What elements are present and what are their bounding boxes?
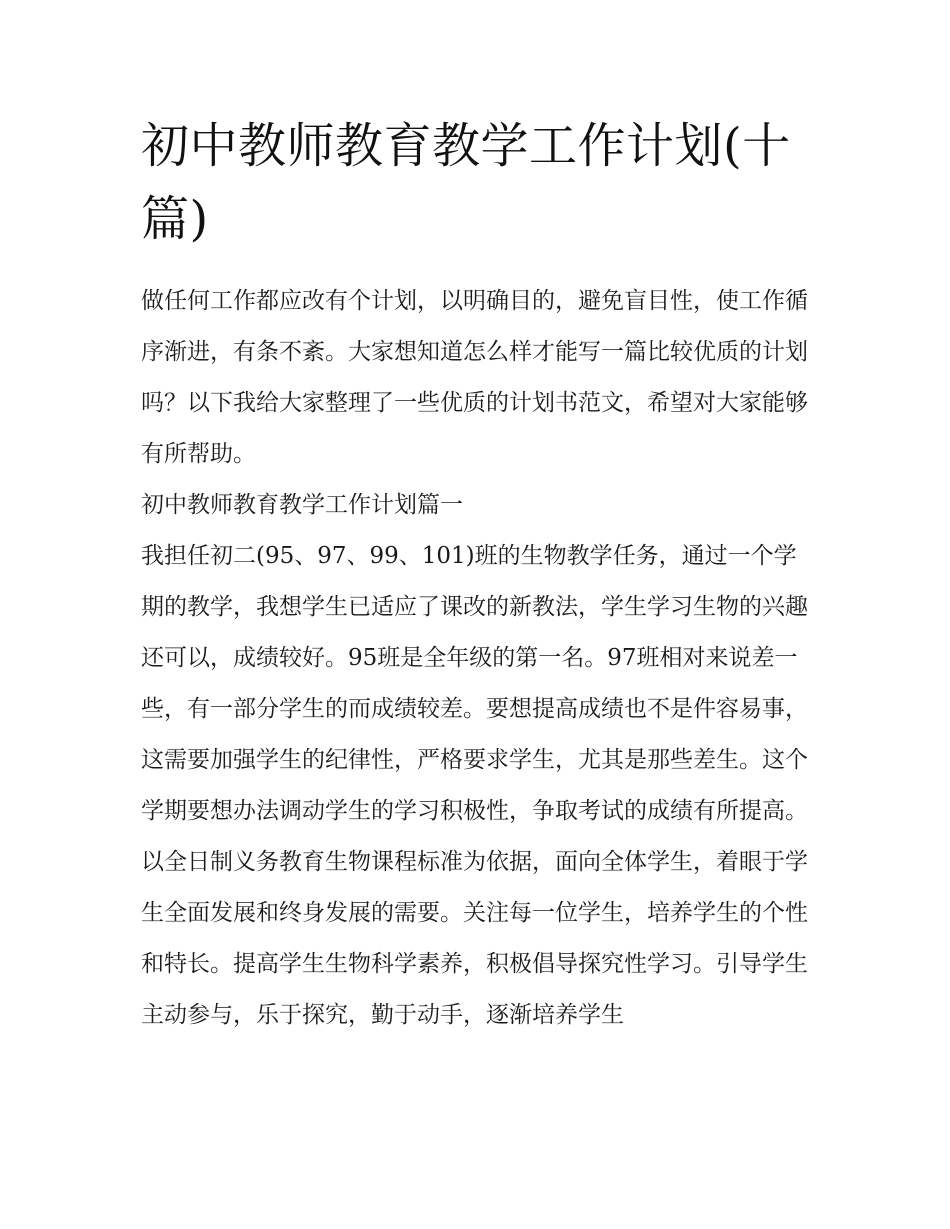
intro-paragraph: 做任何工作都应改有个计划，以明确目的，避免盲目性，使工作循序渐进，有条不紊。大家想知道怎么样才能写一篇比较优质的计划吗？以下我给大家整理了一些优质的计划书范文，希望对大家能够有所帮助。 — [141, 288, 808, 467]
section-heading: 初中教师教育教学工作计划篇一 — [141, 492, 463, 518]
document-body — [141, 110, 811, 1041]
body-paragraph: 我担任初二(95、97、99、101)班的生物教学任务，通过一个学期的教学，我想学生已适应了课改的新教法，学生学习生物的兴趣还可以，成绩较好。95班是全年级的第一名。97班相对来说差一些，有一部分学生的而成绩较差。要想提高成绩也不是件容易事，这需要加强学生的纪律性，严格要求学生，尤其是那些差生。这个学期要想办法调动学生的学习积极性，争取考试的成绩有所提高。 — [141, 543, 808, 824]
body-paragraph: 以全日制义务教育生物课程标准为依据，面向全体学生，着眼于学生全面发展和终身发展的需要。关注每一位学生，培养学生的个性和特长。提高学生生物科学素养，积极倡导探究性学习。引导学生主动参与，乐于探究，勤于动手，逐渐培养学生 — [141, 849, 808, 1028]
document-title: 初中教师教育教学工作计划(十篇) — [141, 118, 791, 247]
